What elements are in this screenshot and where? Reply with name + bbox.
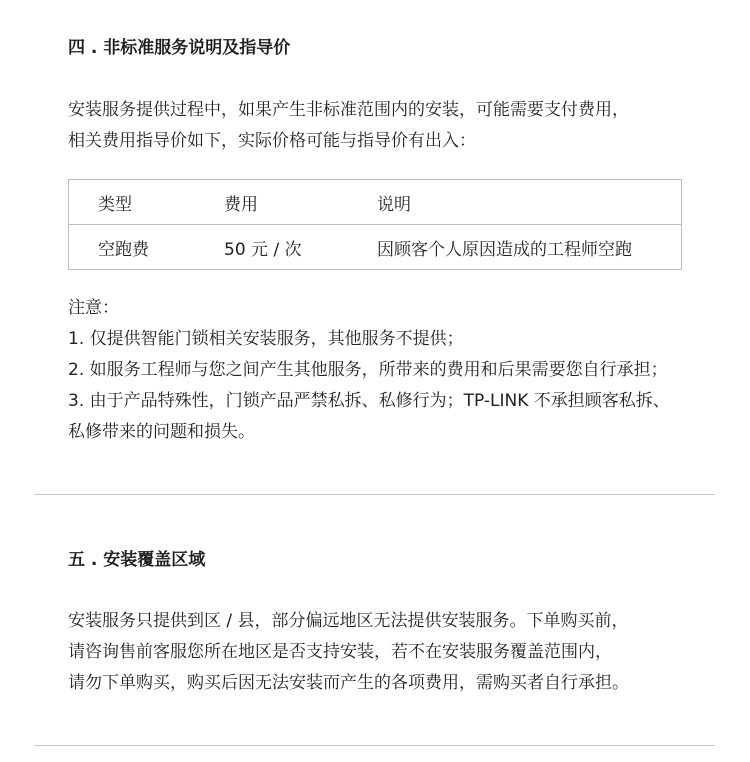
column-header-fee: 费用 bbox=[224, 194, 258, 215]
body-line: 请咨询售前客服您所在地区是否支持安装，若不在安装服务覆盖范围内， bbox=[68, 642, 612, 662]
note-item: 私修带来的问题和损失。 bbox=[68, 422, 255, 442]
column-header-type: 类型 bbox=[98, 194, 132, 215]
section-4-notes bbox=[68, 293, 708, 448]
body-line: 请勿下单购买，购买后因无法安装而产生的各项费用，需购买者自行承担。 bbox=[68, 673, 629, 693]
cell-description: 因顾客个人原因造成的工程师空跑 bbox=[377, 225, 682, 270]
body-line: 安装服务只提供到区 / 县，部分偏远地区无法提供安装服务。下单购买前， bbox=[68, 611, 629, 631]
note-item: 2. 如服务工程师与您之间产生其他服务，所带来的费用和后果需要您自行承担； bbox=[68, 360, 668, 380]
section-4-heading: 四 . 非标准服务说明及指导价 bbox=[68, 38, 291, 58]
cell-type: 空跑费 bbox=[69, 225, 225, 270]
table-header-row bbox=[69, 180, 682, 225]
note-item: 1. 仅提供智能门锁相关安装服务，其他服务不提供； bbox=[68, 329, 464, 349]
cell-fee: 50 元 / 次 bbox=[224, 225, 377, 270]
fee-table bbox=[68, 179, 682, 270]
section-divider bbox=[34, 745, 715, 746]
intro-line: 相关费用指导价如下，实际价格可能与指导价有出入： bbox=[68, 131, 476, 151]
notes-title: 注意： bbox=[68, 298, 119, 318]
table-row bbox=[69, 225, 682, 270]
section-4-intro bbox=[68, 95, 708, 157]
note-item: 3. 由于产品特殊性，门锁产品严禁私拆、私修行为；TP-LINK 不承担顾客私拆、 bbox=[68, 391, 670, 411]
column-header-description: 说明 bbox=[377, 194, 411, 215]
intro-line: 安装服务提供过程中，如果产生非标准范围内的安装，可能需要支付费用， bbox=[68, 100, 629, 120]
section-5-body bbox=[68, 606, 708, 699]
section-divider bbox=[34, 494, 715, 495]
section-5-heading: 五 . 安装覆盖区域 bbox=[68, 550, 206, 570]
